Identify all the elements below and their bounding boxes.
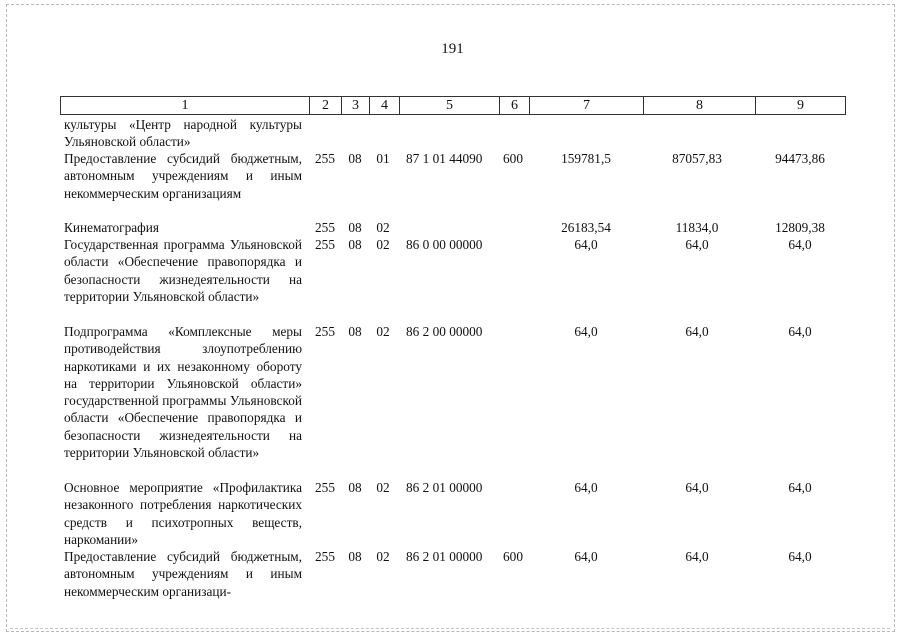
row-name: Основное мероприятие «Профилактика незаконного потребления наркотических средств и психотропных веществ, наркомании» [64, 480, 302, 547]
cell-amount-1: 26183,54 [561, 220, 611, 235]
cell-target-article: 86 2 01 00000 [406, 549, 483, 564]
row-name: Государственная программа Ульяновской области «Обеспечение правопорядка и безопасности жизнедеятельности на территории Ульяновской области» [64, 237, 302, 304]
cell-subsection: 01 [376, 151, 390, 166]
cell-ved: 255 [315, 480, 335, 495]
header-col-1: 1 [181, 98, 189, 113]
cell-amount-2: 87057,83 [672, 151, 722, 166]
page-number: 191 [441, 41, 464, 57]
cell-section: 08 [348, 237, 362, 252]
cell-expense-type: 600 [503, 549, 523, 564]
cell-amount-2: 64,0 [685, 324, 709, 339]
cell-ved: 255 [315, 151, 335, 166]
cell-amount-1: 64,0 [574, 480, 598, 495]
cell-amount-2: 11834,0 [675, 220, 719, 235]
cell-subsection: 02 [376, 237, 390, 252]
cell-amount-3: 94473,86 [775, 151, 825, 166]
cell-amount-3: 64,0 [788, 237, 812, 252]
cell-amount-2: 64,0 [685, 237, 709, 252]
cell-subsection: 02 [376, 220, 390, 235]
cell-section: 08 [348, 151, 362, 166]
cell-expense-type: 600 [503, 151, 523, 166]
cell-ved: 255 [315, 324, 335, 339]
header-col-5: 5 [399, 97, 499, 114]
cell-subsection: 02 [376, 480, 390, 495]
cell-ved: 255 [315, 549, 335, 564]
header-col-6: 6 [499, 97, 529, 114]
cell-amount-3: 12809,38 [775, 220, 825, 235]
cell-section: 08 [348, 324, 362, 339]
cell-amount-2: 64,0 [685, 480, 709, 495]
header-col-2: 2 [309, 97, 341, 114]
cell-amount-1: 64,0 [574, 324, 598, 339]
cell-target-article: 87 1 01 44090 [406, 151, 483, 166]
cell-target-article: 86 2 01 00000 [406, 480, 483, 495]
header-col-9: 9 [755, 97, 845, 114]
scan-edge [10, 628, 890, 629]
row-name: Предоставление субсидий бюджетным, автономным учреждениям и иным некоммерческим организаци- [64, 549, 302, 599]
header-col-3: 3 [341, 97, 369, 114]
cell-subsection: 02 [376, 324, 390, 339]
cell-amount-1: 159781,5 [561, 151, 611, 166]
cell-section: 08 [348, 220, 362, 235]
header-col-8: 8 [643, 97, 755, 114]
row-name: культуры «Центр народной культуры Ульяновской области» [64, 117, 302, 150]
cell-subsection: 02 [376, 549, 390, 564]
cell-section: 08 [348, 480, 362, 495]
table-header [60, 96, 846, 115]
cell-amount-3: 64,0 [788, 480, 812, 495]
row-name: Подпрограмма «Комплексные меры противодействия злоупотреблению наркотиками и их незаконному обороту на территории Ульяновской области» государственной программы Ульяновской области «Обеспечение правопорядка и безопасности жизнедеятельности на территории Ульяновской области» [64, 324, 302, 461]
header-col-7: 7 [529, 97, 643, 114]
cell-target-article: 86 2 00 00000 [406, 324, 483, 339]
cell-amount-3: 64,0 [788, 549, 812, 564]
cell-amount-3: 64,0 [788, 324, 812, 339]
cell-section: 08 [348, 549, 362, 564]
row-name: Кинематография [64, 220, 160, 235]
cell-amount-1: 64,0 [574, 237, 598, 252]
cell-ved: 255 [315, 237, 335, 252]
cell-ved: 255 [315, 220, 335, 235]
header-col-4: 4 [369, 97, 399, 114]
cell-amount-2: 64,0 [685, 549, 709, 564]
row-name: Предоставление субсидий бюджетным, автономным учреждениям и иным некоммерческим организациям [64, 151, 302, 201]
cell-amount-1: 64,0 [574, 549, 598, 564]
cell-target-article: 86 0 00 00000 [406, 237, 483, 252]
